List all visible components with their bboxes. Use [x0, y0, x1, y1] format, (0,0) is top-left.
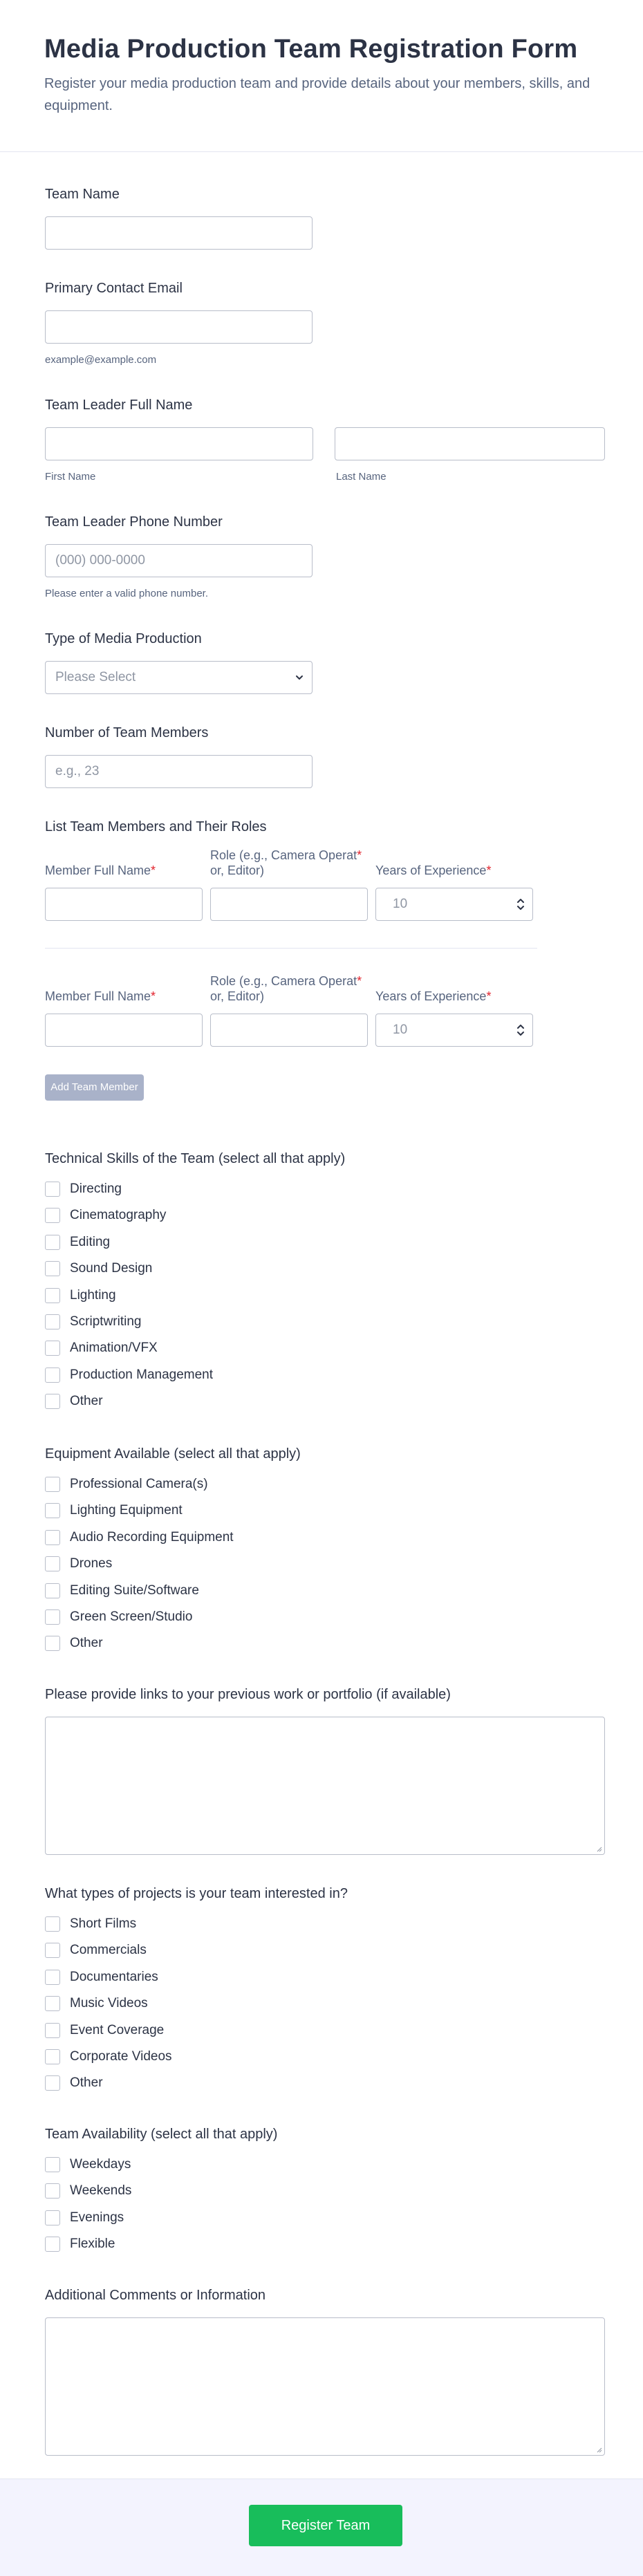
chevron-down-icon: [294, 671, 305, 684]
project-option-label: Corporate Videos: [70, 2049, 172, 2064]
member-count-placeholder: e.g., 23: [55, 764, 100, 778]
member-years-input[interactable]: [375, 888, 533, 921]
form-footer: [0, 2479, 643, 2576]
equipment-option-label: Audio Recording Equipment: [70, 1529, 234, 1544]
form-header: [0, 0, 643, 152]
equipment-option-label: Drones: [70, 1556, 113, 1571]
availability-label: Team Availability (select all that apply): [45, 2127, 278, 2142]
years-placeholder: 10: [393, 1023, 408, 1037]
checkbox[interactable]: [45, 1916, 60, 1932]
skill-option-label: Lighting: [70, 1287, 116, 1303]
register-team-button[interactable]: Register Team: [249, 2505, 402, 2546]
portfolio-textarea[interactable]: [45, 1717, 605, 1855]
media-type-label: Type of Media Production: [45, 631, 202, 646]
skill-option-label: Other: [70, 1394, 103, 1409]
member-years-input[interactable]: [375, 1014, 533, 1047]
member-role-input[interactable]: [210, 1014, 368, 1047]
skill-option-label: Production Management: [70, 1367, 214, 1382]
last-name-input[interactable]: [335, 427, 605, 460]
resize-grip-icon[interactable]: [595, 2446, 602, 2453]
checkbox[interactable]: [45, 1368, 60, 1383]
email-input[interactable]: [45, 310, 313, 344]
skill-option-label: Directing: [70, 1182, 122, 1196]
equipment-label: Equipment Available (select all that apply): [45, 1446, 301, 1462]
checkbox[interactable]: [45, 1182, 60, 1197]
checkbox[interactable]: [45, 1609, 60, 1625]
years-placeholder: 10: [393, 897, 408, 911]
skill-option-label: Editing: [70, 1234, 111, 1249]
availability-option-label: Weekdays: [70, 2157, 131, 2172]
add-team-member-button[interactable]: Add Team Member: [45, 1074, 144, 1101]
project-option-label: Documentaries: [70, 1969, 158, 1984]
project-option-label: Commercials: [70, 1943, 147, 1958]
checkbox[interactable]: [45, 1477, 60, 1492]
media-type-select[interactable]: [45, 661, 313, 694]
equipment-option-label: Lighting Equipment: [70, 1503, 183, 1518]
equipment-option-label: Professional Camera(s): [70, 1477, 208, 1491]
checkbox[interactable]: [45, 1235, 60, 1250]
checkbox[interactable]: [45, 1503, 60, 1518]
checkbox[interactable]: [45, 2183, 60, 2199]
col-member-name: Member Full Name*: [45, 989, 156, 1003]
form-title: Media Production Team Registration Form: [44, 35, 578, 64]
skill-option-label: Sound Design: [70, 1261, 153, 1276]
availability-option-label: Flexible: [70, 2237, 115, 2252]
project-option-label: Other: [70, 2075, 103, 2091]
form-description: Register your media production team and provide details about your members, skills, and equipment.: [44, 76, 590, 113]
member-name-input[interactable]: [45, 888, 203, 921]
col-role: Role (e.g., Camera Operat* or, Editor): [210, 848, 362, 877]
col-member-name: Member Full Name*: [45, 864, 156, 877]
equipment-option-label: Green Screen/Studio: [70, 1609, 193, 1624]
col-years: Years of Experience*: [375, 989, 492, 1003]
checkbox[interactable]: [45, 2075, 60, 2091]
projects-label: What types of projects is your team interested in?: [45, 1886, 348, 1901]
checkbox[interactable]: [45, 1970, 60, 1985]
checkbox[interactable]: [45, 1943, 60, 1958]
email-label: Primary Contact Email: [45, 281, 183, 296]
skills-label: Technical Skills of the Team (select all that apply): [45, 1151, 346, 1166]
member-count-label: Number of Team Members: [45, 725, 209, 740]
members-label: List Team Members and Their Roles: [45, 819, 267, 834]
comments-textarea[interactable]: [45, 2317, 605, 2456]
resize-grip-icon[interactable]: [595, 1845, 602, 1852]
phone-placeholder: (000) 000-0000: [55, 553, 145, 568]
team-name-input[interactable]: [45, 216, 313, 250]
checkbox[interactable]: [45, 2049, 60, 2064]
checkbox[interactable]: [45, 1996, 60, 2011]
leader-name-label: Team Leader Full Name: [45, 398, 193, 413]
first-name-input[interactable]: [45, 427, 313, 460]
checkbox[interactable]: [45, 1208, 60, 1223]
portfolio-label: Please provide links to your previous work or portfolio (if available): [45, 1687, 451, 1702]
checkbox[interactable]: [45, 1530, 60, 1545]
phone-sublabel: Please enter a valid phone number.: [45, 588, 208, 599]
email-sublabel: example@example.com: [45, 354, 157, 366]
project-option-label: Music Videos: [70, 1996, 148, 2011]
col-role: Role (e.g., Camera Operat* or, Editor): [210, 974, 362, 1003]
project-option-label: Event Coverage: [70, 2022, 165, 2037]
stepper-icon[interactable]: [516, 896, 525, 913]
availability-option-label: Weekends: [70, 2183, 132, 2199]
skill-option-label: Scriptwriting: [70, 1314, 142, 1329]
project-option-label: Short Films: [70, 1916, 137, 1931]
equipment-option-label: Other: [70, 1636, 103, 1651]
equipment-option-label: Editing Suite/Software: [70, 1583, 199, 1598]
availability-option-label: Evenings: [70, 2210, 124, 2225]
phone-input[interactable]: [45, 544, 313, 577]
skill-option-label: Cinematography: [70, 1208, 167, 1223]
checkbox[interactable]: [45, 1636, 60, 1651]
checkbox[interactable]: [45, 1314, 60, 1329]
member-role-input[interactable]: [210, 888, 368, 921]
checkbox[interactable]: [45, 1341, 60, 1356]
checkbox[interactable]: [45, 1556, 60, 1571]
member-name-input[interactable]: [45, 1014, 203, 1047]
last-name-sublabel: Last Name: [336, 471, 386, 483]
first-name-sublabel: First Name: [45, 471, 96, 483]
checkbox[interactable]: [45, 2210, 60, 2225]
checkbox[interactable]: [45, 1288, 60, 1303]
member-row-divider: [45, 948, 537, 949]
skill-option-label: Animation/VFX: [70, 1341, 158, 1356]
checkbox[interactable]: [45, 1583, 60, 1598]
checkbox[interactable]: [45, 2237, 60, 2252]
phone-label: Team Leader Phone Number: [45, 514, 223, 530]
member-count-input[interactable]: [45, 755, 313, 788]
checkbox[interactable]: [45, 1394, 60, 1409]
checkbox[interactable]: [45, 2023, 60, 2038]
checkbox[interactable]: [45, 1261, 60, 1276]
team-name-label: Team Name: [45, 187, 120, 202]
col-years: Years of Experience*: [375, 864, 492, 877]
checkbox[interactable]: [45, 2157, 60, 2172]
stepper-icon[interactable]: [516, 1022, 525, 1038]
media-type-selected: Please Select: [55, 670, 136, 684]
comments-label: Additional Comments or Information: [45, 2288, 266, 2303]
